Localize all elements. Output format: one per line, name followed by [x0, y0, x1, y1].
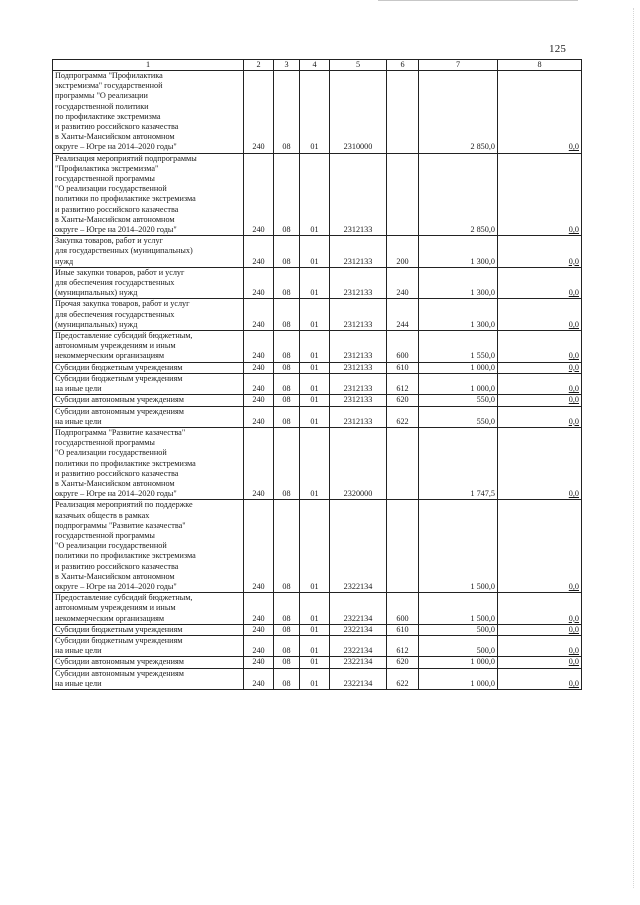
column-header: 6: [387, 60, 419, 71]
row-description: Иные закупки товаров, работ и услуг для обеспечения государственных (муниципальных) нужд: [53, 267, 244, 299]
cell-target-article: 2312133: [330, 373, 387, 394]
cell-amount: 500,0: [419, 624, 498, 635]
cell-ministry-code: 240: [244, 299, 274, 331]
cell-amount-2: 0,0: [498, 395, 582, 406]
cell-amount-2: 0,0: [498, 71, 582, 154]
cell-ministry-code: 240: [244, 236, 274, 268]
cell-target-article: 2320000: [330, 427, 387, 499]
cell-expense-type: [387, 427, 419, 499]
cell-ministry-code: 240: [244, 593, 274, 625]
row-description: Подпрограмма "Профилактика экстремизма" государственной программы "О реализации государственной политики по профилактике экстремизма и развитию российского казачества в Ханты-Мансийском автономном округе – Югре на 2014–2020 годы": [53, 71, 244, 154]
cell-amount-2: 0,0: [498, 427, 582, 499]
cell-ministry-code: 240: [244, 668, 274, 689]
cell-amount: 1 000,0: [419, 668, 498, 689]
cell-ministry-code: 240: [244, 427, 274, 499]
row-description: Предоставление субсидий бюджетным, автономным учреждениям и иным некоммерческим организациям: [53, 593, 244, 625]
cell-amount: 1 300,0: [419, 299, 498, 331]
table-row: [53, 593, 582, 625]
cell-amount-2: 0,0: [498, 593, 582, 625]
header-row: [53, 60, 582, 71]
cell-target-article: 2322134: [330, 668, 387, 689]
cell-section-code: 08: [274, 331, 300, 363]
row-description: Реализация мероприятий по поддержке казачьих обществ в рамках подпрограммы "Развитие казачества" государственной программы "О реализации государственной политики по профилактике экстремизма и развитию российского казачества в Ханты-Мансийском автономном округе – Югре на 2014–2020 годы": [53, 500, 244, 593]
cell-target-article: 2312133: [330, 299, 387, 331]
column-header: 2: [244, 60, 274, 71]
cell-section-code: 08: [274, 299, 300, 331]
row-description: Предоставление субсидий бюджетным, автономным учреждениям и иным некоммерческим организациям: [53, 331, 244, 363]
cell-expense-type: 622: [387, 668, 419, 689]
cell-amount: 500,0: [419, 635, 498, 656]
cell-target-article: 2322134: [330, 593, 387, 625]
row-description: Подпрограмма "Развитие казачества" государственной программы "О реализации государственной политики по профилактике экстремизма и развитию российского казачества в Ханты-Мансийском автономном округе – Югре на 2014–2020 годы": [53, 427, 244, 499]
cell-expense-type: 622: [387, 406, 419, 427]
cell-section-code: 08: [274, 427, 300, 499]
cell-subsection-code: 01: [300, 71, 330, 154]
cell-target-article: 2312133: [330, 395, 387, 406]
cell-target-article: 2312133: [330, 362, 387, 373]
row-description: Субсидии бюджетным учреждениям: [53, 624, 244, 635]
cell-section-code: 08: [274, 624, 300, 635]
cell-ministry-code: 240: [244, 406, 274, 427]
cell-section-code: 08: [274, 500, 300, 593]
cell-subsection-code: 01: [300, 373, 330, 394]
cell-expense-type: 612: [387, 635, 419, 656]
cell-target-article: 2322134: [330, 635, 387, 656]
row-description: Субсидии автономным учреждениям на иные цели: [53, 668, 244, 689]
table-row: [53, 668, 582, 689]
column-header: 1: [53, 60, 244, 71]
table-row: [53, 362, 582, 373]
cell-expense-type: 620: [387, 657, 419, 668]
column-header: 4: [300, 60, 330, 71]
cell-amount: 550,0: [419, 406, 498, 427]
cell-section-code: 08: [274, 593, 300, 625]
cell-subsection-code: 01: [300, 395, 330, 406]
cell-subsection-code: 01: [300, 153, 330, 236]
cell-ministry-code: 240: [244, 635, 274, 656]
column-header: 8: [498, 60, 582, 71]
table-row: [53, 406, 582, 427]
cell-expense-type: 610: [387, 624, 419, 635]
cell-amount-2: 0,0: [498, 668, 582, 689]
cell-expense-type: 600: [387, 331, 419, 363]
column-header: 3: [274, 60, 300, 71]
cell-expense-type: [387, 153, 419, 236]
cell-target-article: 2310000: [330, 71, 387, 154]
row-description: Реализация мероприятий подпрограммы "Профилактика экстремизма" государственной программы "О реализации государственной политики по профилактике экстремизма и развитию российского казачества в Ханты-Мансийском автономном округе – Югре на 2014–2020 годы": [53, 153, 244, 236]
table-row: [53, 236, 582, 268]
cell-amount-2: 0,0: [498, 331, 582, 363]
table-row: [53, 71, 582, 154]
cell-amount-2: 0,0: [498, 624, 582, 635]
cell-target-article: 2312133: [330, 236, 387, 268]
cell-section-code: 08: [274, 153, 300, 236]
cell-amount: 1 000,0: [419, 362, 498, 373]
table-row: [53, 373, 582, 394]
cell-subsection-code: 01: [300, 236, 330, 268]
cell-section-code: 08: [274, 267, 300, 299]
budget-table: [52, 59, 582, 690]
page-number: 125: [549, 43, 567, 55]
cell-section-code: 08: [274, 373, 300, 394]
cell-amount: 1 000,0: [419, 373, 498, 394]
table-row: [53, 657, 582, 668]
cell-expense-type: 200: [387, 236, 419, 268]
cell-amount-2: 0,0: [498, 236, 582, 268]
cell-section-code: 08: [274, 635, 300, 656]
cell-ministry-code: 240: [244, 331, 274, 363]
cell-subsection-code: 01: [300, 267, 330, 299]
cell-expense-type: [387, 500, 419, 593]
cell-target-article: 2322134: [330, 624, 387, 635]
cell-subsection-code: 01: [300, 668, 330, 689]
row-description: Субсидии бюджетным учреждениям на иные цели: [53, 373, 244, 394]
cell-subsection-code: 01: [300, 593, 330, 625]
cell-amount: 1 500,0: [419, 593, 498, 625]
cell-subsection-code: 01: [300, 362, 330, 373]
cell-subsection-code: 01: [300, 299, 330, 331]
row-description: Субсидии бюджетным учреждениям на иные цели: [53, 635, 244, 656]
cell-ministry-code: 240: [244, 395, 274, 406]
table-row: [53, 267, 582, 299]
cell-section-code: 08: [274, 668, 300, 689]
row-description: Субсидии автономным учреждениям: [53, 395, 244, 406]
cell-subsection-code: 01: [300, 331, 330, 363]
cell-expense-type: 610: [387, 362, 419, 373]
cell-expense-type: 244: [387, 299, 419, 331]
table-body: [53, 71, 582, 690]
cell-expense-type: 612: [387, 373, 419, 394]
cell-amount-2: 0,0: [498, 362, 582, 373]
cell-amount: 1 300,0: [419, 236, 498, 268]
cell-section-code: 08: [274, 406, 300, 427]
cell-amount-2: 0,0: [498, 406, 582, 427]
cell-amount-2: 0,0: [498, 153, 582, 236]
cell-amount: 2 850,0: [419, 153, 498, 236]
table-row: [53, 635, 582, 656]
cell-ministry-code: 240: [244, 657, 274, 668]
cell-ministry-code: 240: [244, 500, 274, 593]
cell-subsection-code: 01: [300, 635, 330, 656]
table-row: [53, 427, 582, 499]
scan-side-mark: [625, 8, 634, 888]
scan-edge-mark: [378, 0, 578, 5]
cell-target-article: 2322134: [330, 657, 387, 668]
cell-subsection-code: 01: [300, 500, 330, 593]
cell-amount: 550,0: [419, 395, 498, 406]
table-row: [53, 500, 582, 593]
cell-section-code: 08: [274, 236, 300, 268]
table-row: [53, 624, 582, 635]
cell-ministry-code: 240: [244, 373, 274, 394]
cell-amount: 1 747,5: [419, 427, 498, 499]
cell-target-article: 2322134: [330, 500, 387, 593]
cell-amount: 2 850,0: [419, 71, 498, 154]
table-row: [53, 299, 582, 331]
table-row: [53, 153, 582, 236]
cell-amount: 1 000,0: [419, 657, 498, 668]
row-description: Субсидии автономным учреждениям на иные цели: [53, 406, 244, 427]
cell-section-code: 08: [274, 395, 300, 406]
cell-target-article: 2312133: [330, 153, 387, 236]
cell-subsection-code: 01: [300, 624, 330, 635]
cell-target-article: 2312133: [330, 331, 387, 363]
cell-amount-2: 0,0: [498, 373, 582, 394]
cell-section-code: 08: [274, 657, 300, 668]
cell-ministry-code: 240: [244, 153, 274, 236]
cell-section-code: 08: [274, 362, 300, 373]
cell-expense-type: 600: [387, 593, 419, 625]
cell-amount-2: 0,0: [498, 299, 582, 331]
cell-ministry-code: 240: [244, 267, 274, 299]
cell-expense-type: 620: [387, 395, 419, 406]
cell-amount: 1 550,0: [419, 331, 498, 363]
cell-subsection-code: 01: [300, 406, 330, 427]
table-row: [53, 331, 582, 363]
cell-target-article: 2312133: [330, 406, 387, 427]
cell-amount-2: 0,0: [498, 657, 582, 668]
cell-target-article: 2312133: [330, 267, 387, 299]
cell-amount-2: 0,0: [498, 267, 582, 299]
row-description: Субсидии бюджетным учреждениям: [53, 362, 244, 373]
cell-expense-type: [387, 71, 419, 154]
cell-subsection-code: 01: [300, 427, 330, 499]
column-header: 7: [419, 60, 498, 71]
cell-expense-type: 240: [387, 267, 419, 299]
cell-ministry-code: 240: [244, 362, 274, 373]
cell-amount: 1 300,0: [419, 267, 498, 299]
row-description: Закупка товаров, работ и услуг для государственных (муниципальных) нужд: [53, 236, 244, 268]
column-header: 5: [330, 60, 387, 71]
cell-subsection-code: 01: [300, 657, 330, 668]
cell-amount-2: 0,0: [498, 500, 582, 593]
cell-section-code: 08: [274, 71, 300, 154]
row-description: Прочая закупка товаров, работ и услуг для обеспечения государственных (муниципальных) нужд: [53, 299, 244, 331]
cell-amount-2: 0,0: [498, 635, 582, 656]
table-row: [53, 395, 582, 406]
row-description: Субсидии автономным учреждениям: [53, 657, 244, 668]
cell-ministry-code: 240: [244, 71, 274, 154]
cell-amount: 1 500,0: [419, 500, 498, 593]
cell-ministry-code: 240: [244, 624, 274, 635]
